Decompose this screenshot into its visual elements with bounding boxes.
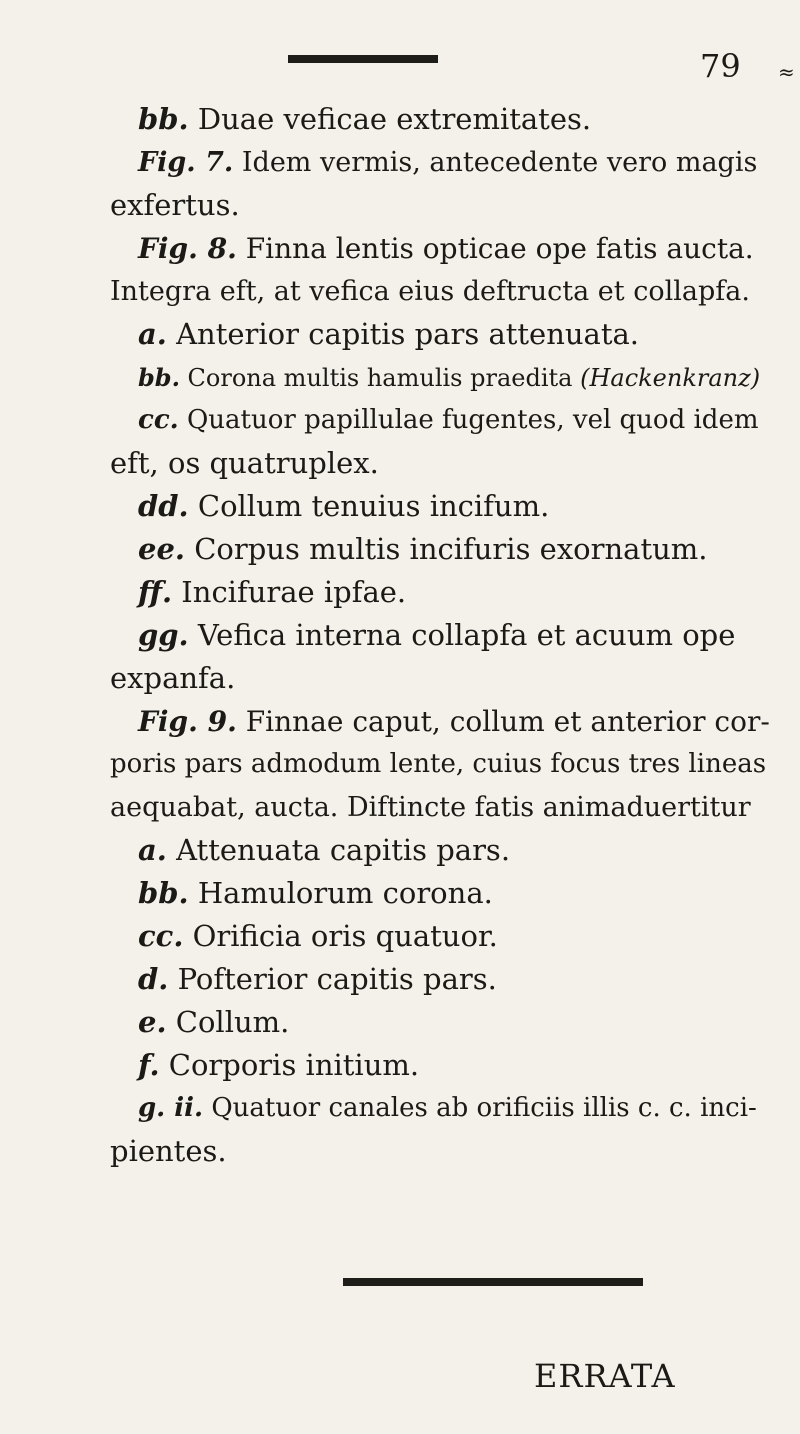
line-italic-text: (Hackenkranz): [580, 364, 761, 392]
line-text: Corporis initium.: [159, 1048, 420, 1082]
line-text: poris pars admodum lente, cuius focus tres lineas: [110, 749, 767, 779]
line-text: aequabat, aucta. Diftincte fatis animaduertitur: [110, 792, 751, 823]
page-number: 79: [700, 47, 741, 85]
text-line: [110, 485, 770, 528]
text-line: [110, 227, 770, 270]
line-text: Quatuor papillulae fugentes, vel quod idem: [178, 405, 759, 435]
text-line: [110, 1044, 770, 1087]
line-label: a.: [138, 317, 167, 351]
text-line: [110, 743, 770, 786]
line-text: Vefica interna collapfa et acuum ope: [188, 618, 736, 652]
line-label: a.: [138, 833, 167, 867]
line-label: dd.: [138, 489, 189, 523]
line-text: Idem vermis, antecedente vero magis: [233, 147, 758, 178]
line-label: gg.: [138, 618, 189, 652]
text-line: [110, 399, 770, 442]
line-text: Incifurae ipfae.: [172, 575, 407, 609]
text-line: [110, 442, 770, 485]
text-line: [110, 614, 770, 657]
line-text: Corona multis hamulis praedita: [179, 364, 581, 392]
line-text: Attenuata capitis pars.: [166, 833, 511, 867]
line-label: f.: [138, 1048, 160, 1082]
text-line: [110, 1087, 770, 1130]
line-text: Orificia oris quatuor.: [183, 919, 498, 953]
text-line: [110, 958, 770, 1001]
line-text: expanfa.: [110, 661, 236, 695]
text-line: [110, 657, 770, 700]
text-line: [110, 270, 770, 313]
line-label: Fig. 9.: [138, 705, 237, 738]
text-line: [110, 356, 770, 399]
line-label: cc.: [138, 919, 184, 953]
text-line: [110, 184, 770, 227]
line-text: Quatuor canales ab orificiis illis c. c. inci-: [203, 1093, 757, 1123]
margin-mark: ≈: [778, 60, 795, 84]
line-label: bb.: [138, 102, 189, 136]
line-label: ff.: [138, 575, 173, 609]
footer-rule: [343, 1278, 643, 1286]
line-text: Finna lentis opticae ope fatis aucta.: [236, 232, 754, 265]
line-label: ee.: [138, 532, 185, 566]
text-line: [110, 872, 770, 915]
line-text: Collum.: [166, 1005, 290, 1039]
line-label: bb.: [138, 876, 189, 910]
line-label: d.: [138, 962, 169, 996]
text-line: [110, 700, 770, 743]
line-text: Duae veficae extremitates.: [188, 102, 592, 136]
errata-heading: ERRATA: [534, 1357, 676, 1395]
text-line: [110, 141, 770, 184]
line-text: eft, os quatruplex.: [110, 446, 379, 480]
text-line: [110, 1001, 770, 1044]
line-text: Hamulorum corona.: [188, 876, 493, 910]
line-text: Integra eft, at vefica eius deftructa et collapfa.: [110, 276, 750, 307]
text-line: [110, 571, 770, 614]
line-label: e.: [138, 1005, 167, 1039]
line-text: exfertus.: [110, 188, 240, 222]
line-label: Fig. 8.: [138, 232, 237, 265]
text-line: [110, 528, 770, 571]
text-line: [110, 786, 770, 829]
line-text: pientes.: [110, 1134, 227, 1168]
text-line: [110, 829, 770, 872]
header-rule: [288, 55, 438, 63]
line-text: Collum tenuius incifum.: [188, 489, 550, 523]
text-line: [110, 98, 770, 141]
line-label: cc.: [138, 405, 179, 435]
figure-explanations: [110, 98, 770, 1173]
text-line: [110, 915, 770, 958]
line-label: bb.: [138, 363, 180, 392]
line-text: Pofterior capitis pars.: [168, 962, 497, 996]
line-text: Finnae caput, collum et anterior cor-: [236, 705, 770, 738]
text-line: [110, 313, 770, 356]
text-line: [110, 1130, 770, 1173]
line-label: Fig. 7.: [138, 147, 234, 178]
line-text: Corpus multis incifuris exornatum.: [185, 532, 708, 566]
line-label: g. ii.: [138, 1093, 204, 1123]
line-text: Anterior capitis pars attenuata.: [166, 317, 640, 351]
